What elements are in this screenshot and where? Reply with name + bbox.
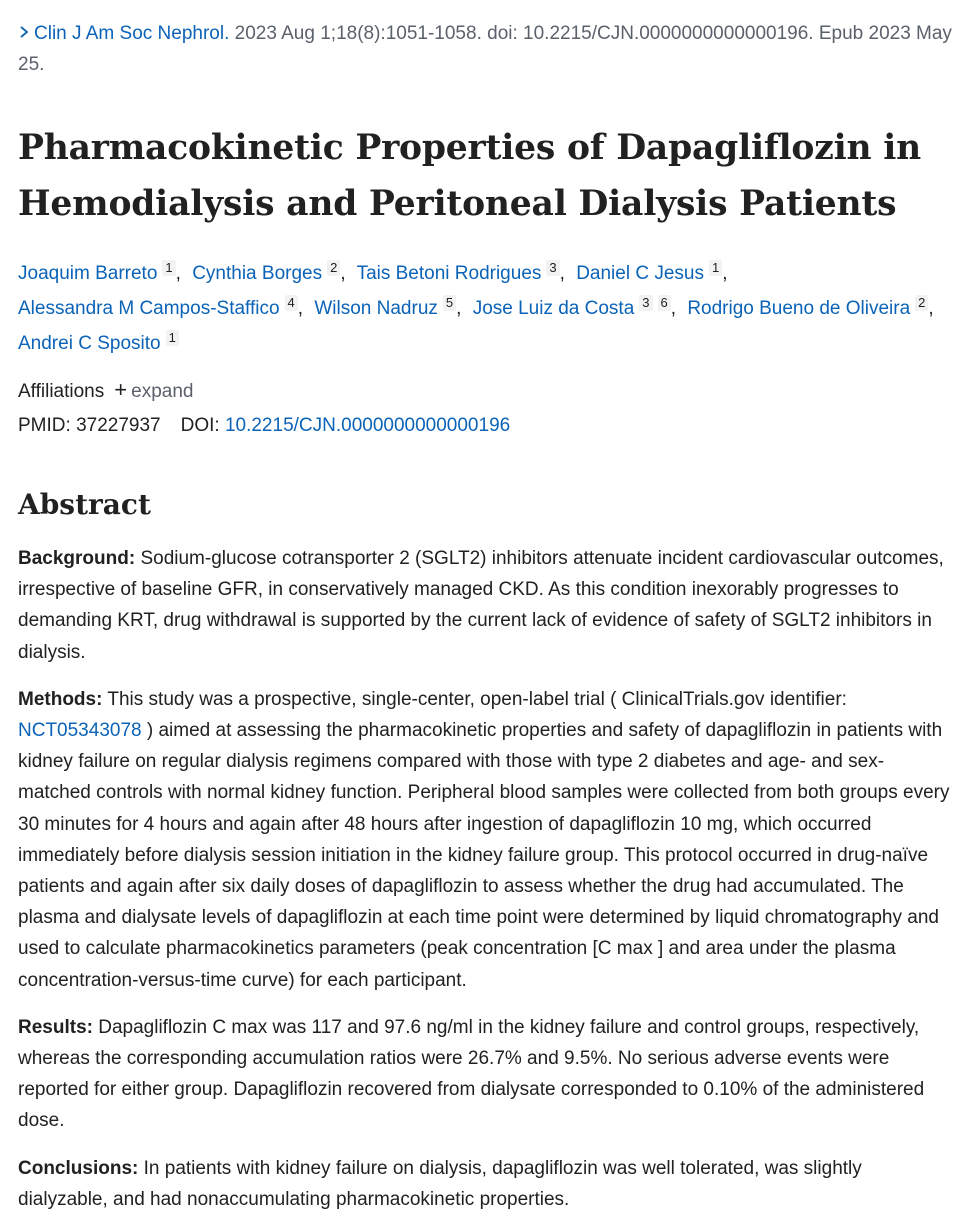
- plus-icon[interactable]: +: [114, 377, 128, 402]
- abstract-heading: Abstract: [18, 488, 151, 521]
- author-separator: ,: [722, 263, 728, 284]
- author-name-link[interactable]: Wilson Nadruz: [314, 298, 438, 319]
- affiliation-number[interactable]: 2: [915, 295, 928, 311]
- affiliations: [18, 373, 952, 409]
- background-text: Sodium-glucose cotransporter 2 (SGLT2) inhibitors attenuate incident cardiovascular outcomes, irrespective of baseline GFR, in conservatively managed CKD. As this condition inexorably progresses to demanding KRT, drug withdrawal is supported by the current lack of evidence of safety of SGLT2 inhibitors in dialysis.: [18, 548, 944, 663]
- journal-link[interactable]: Clin J Am Soc Nephrol.: [34, 23, 230, 44]
- affiliation-number[interactable]: 3: [639, 295, 652, 311]
- author: [356, 260, 571, 284]
- citation: [18, 18, 952, 80]
- results-text: Dapagliflozin C max was 117 and 97.6 ng/ml in the kidney failure and control groups, respectively, whereas the corresponding accumulation ratios were 26.7% and 9.5%. No serious adverse events were reported for either group. Dapagliflozin recovered from dialysate corresponded to 0.10% of the administered dose.: [18, 1016, 925, 1132]
- abstract-background: [18, 543, 952, 668]
- conclusions-text: In patients with kidney failure on dialysis, dapagliflozin was well tolerated, was slightly dialyzable, and had nonaccumulating pharmacokinetic properties.: [18, 1157, 862, 1210]
- author-list: [18, 256, 952, 361]
- author: [18, 260, 187, 284]
- author: [18, 295, 309, 319]
- author: [472, 295, 682, 319]
- conclusions-label: Conclusions:: [18, 1157, 139, 1179]
- methods-text-after: ) aimed at assessing the pharmacokinetic properties and safety of dapagliflozin in patients with kidney failure on regular dialysis regimens compared with those with type 2 diabetes and age- and sex-matched controls with normal kidney function. Peripheral blood samples were collected from both groups every 30 minutes for 4 hours and again after 48 hours after ingestion of dapagliflozin 10 mg, which occurred immediately before dialysis session initiation in the kidney failure group. This protocol occurred in drug-naïve patients and again after six daily doses of dapagliflozin to assess whether the drug had accumulated. The plasma and dialysate levels of dapagliflozin at each time point were determined by liquid chromatography and used to calculate pharmacokinetics parameters (peak concentration [C max ] and area under the plasma concentration-versus-time curve) for each participant.: [18, 720, 950, 991]
- author-name-link[interactable]: Joaquim Barreto: [18, 263, 158, 284]
- trial-link[interactable]: NCT05343078: [18, 720, 142, 742]
- affiliation-number[interactable]: 1: [166, 330, 179, 346]
- citation-details: 2023 Aug 1;18(8):1051-1058. doi: 10.2215/CJN.0000000000000196. Epub 2023 May 25.: [18, 23, 952, 75]
- page-title: Pharmacokinetic Properties of Dapagliflozin in Hemodialysis and Peritoneal Dialysis Patients: [18, 128, 922, 224]
- author: [314, 295, 467, 319]
- author-name-link[interactable]: Tais Betoni Rodrigues: [356, 263, 542, 284]
- affiliation-number[interactable]: 4: [285, 295, 298, 311]
- author: [687, 295, 939, 319]
- affiliation-number[interactable]: 5: [443, 295, 456, 311]
- affiliation-number[interactable]: 3: [546, 260, 559, 276]
- author-separator: ,: [456, 298, 462, 319]
- abstract-results: [18, 1012, 952, 1137]
- chevron-right-icon: [18, 18, 34, 49]
- author: [576, 260, 733, 284]
- author-name-link[interactable]: Rodrigo Bueno de Oliveira: [687, 298, 911, 319]
- author-separator: ,: [559, 263, 565, 284]
- methods-text-before: This study was a prospective, single-center, open-label trial ( ClinicalTrials.gov identifier:: [102, 688, 847, 710]
- author-separator: ,: [340, 263, 346, 284]
- pmid-value: 37227937: [76, 415, 161, 436]
- affiliation-number[interactable]: 1: [162, 260, 175, 276]
- author-name-link[interactable]: Jose Luiz da Costa: [472, 298, 635, 319]
- author-name-link[interactable]: Andrei C Sposito: [18, 333, 161, 354]
- doi-label: DOI:: [180, 415, 220, 436]
- author-separator: ,: [670, 298, 677, 319]
- author-separator: ,: [175, 263, 181, 284]
- affiliation-number[interactable]: 1: [709, 260, 722, 276]
- doi-link[interactable]: 10.2215/CJN.0000000000000196: [224, 415, 511, 436]
- author-name-link[interactable]: Daniel C Jesus: [576, 263, 704, 284]
- expand-button[interactable]: expand: [131, 381, 194, 402]
- background-label: Background:: [18, 548, 136, 569]
- affiliation-number[interactable]: 2: [327, 260, 340, 276]
- abstract-methods: [18, 684, 952, 996]
- author-name-link[interactable]: Alessandra M Campos-Staffico: [18, 298, 280, 319]
- author: [192, 260, 351, 284]
- identifiers: [18, 409, 952, 443]
- affiliation-number[interactable]: 6: [658, 295, 671, 311]
- methods-label: Methods:: [18, 688, 103, 710]
- author-separator: ,: [928, 298, 934, 319]
- results-label: Results:: [18, 1016, 93, 1038]
- abstract-conclusions: [18, 1153, 952, 1215]
- pmid-label: PMID:: [18, 415, 71, 436]
- author: [18, 330, 179, 354]
- author-separator: ,: [297, 298, 304, 319]
- author-name-link[interactable]: Cynthia Borges: [192, 263, 323, 284]
- affiliations-label: Affiliations: [18, 381, 105, 402]
